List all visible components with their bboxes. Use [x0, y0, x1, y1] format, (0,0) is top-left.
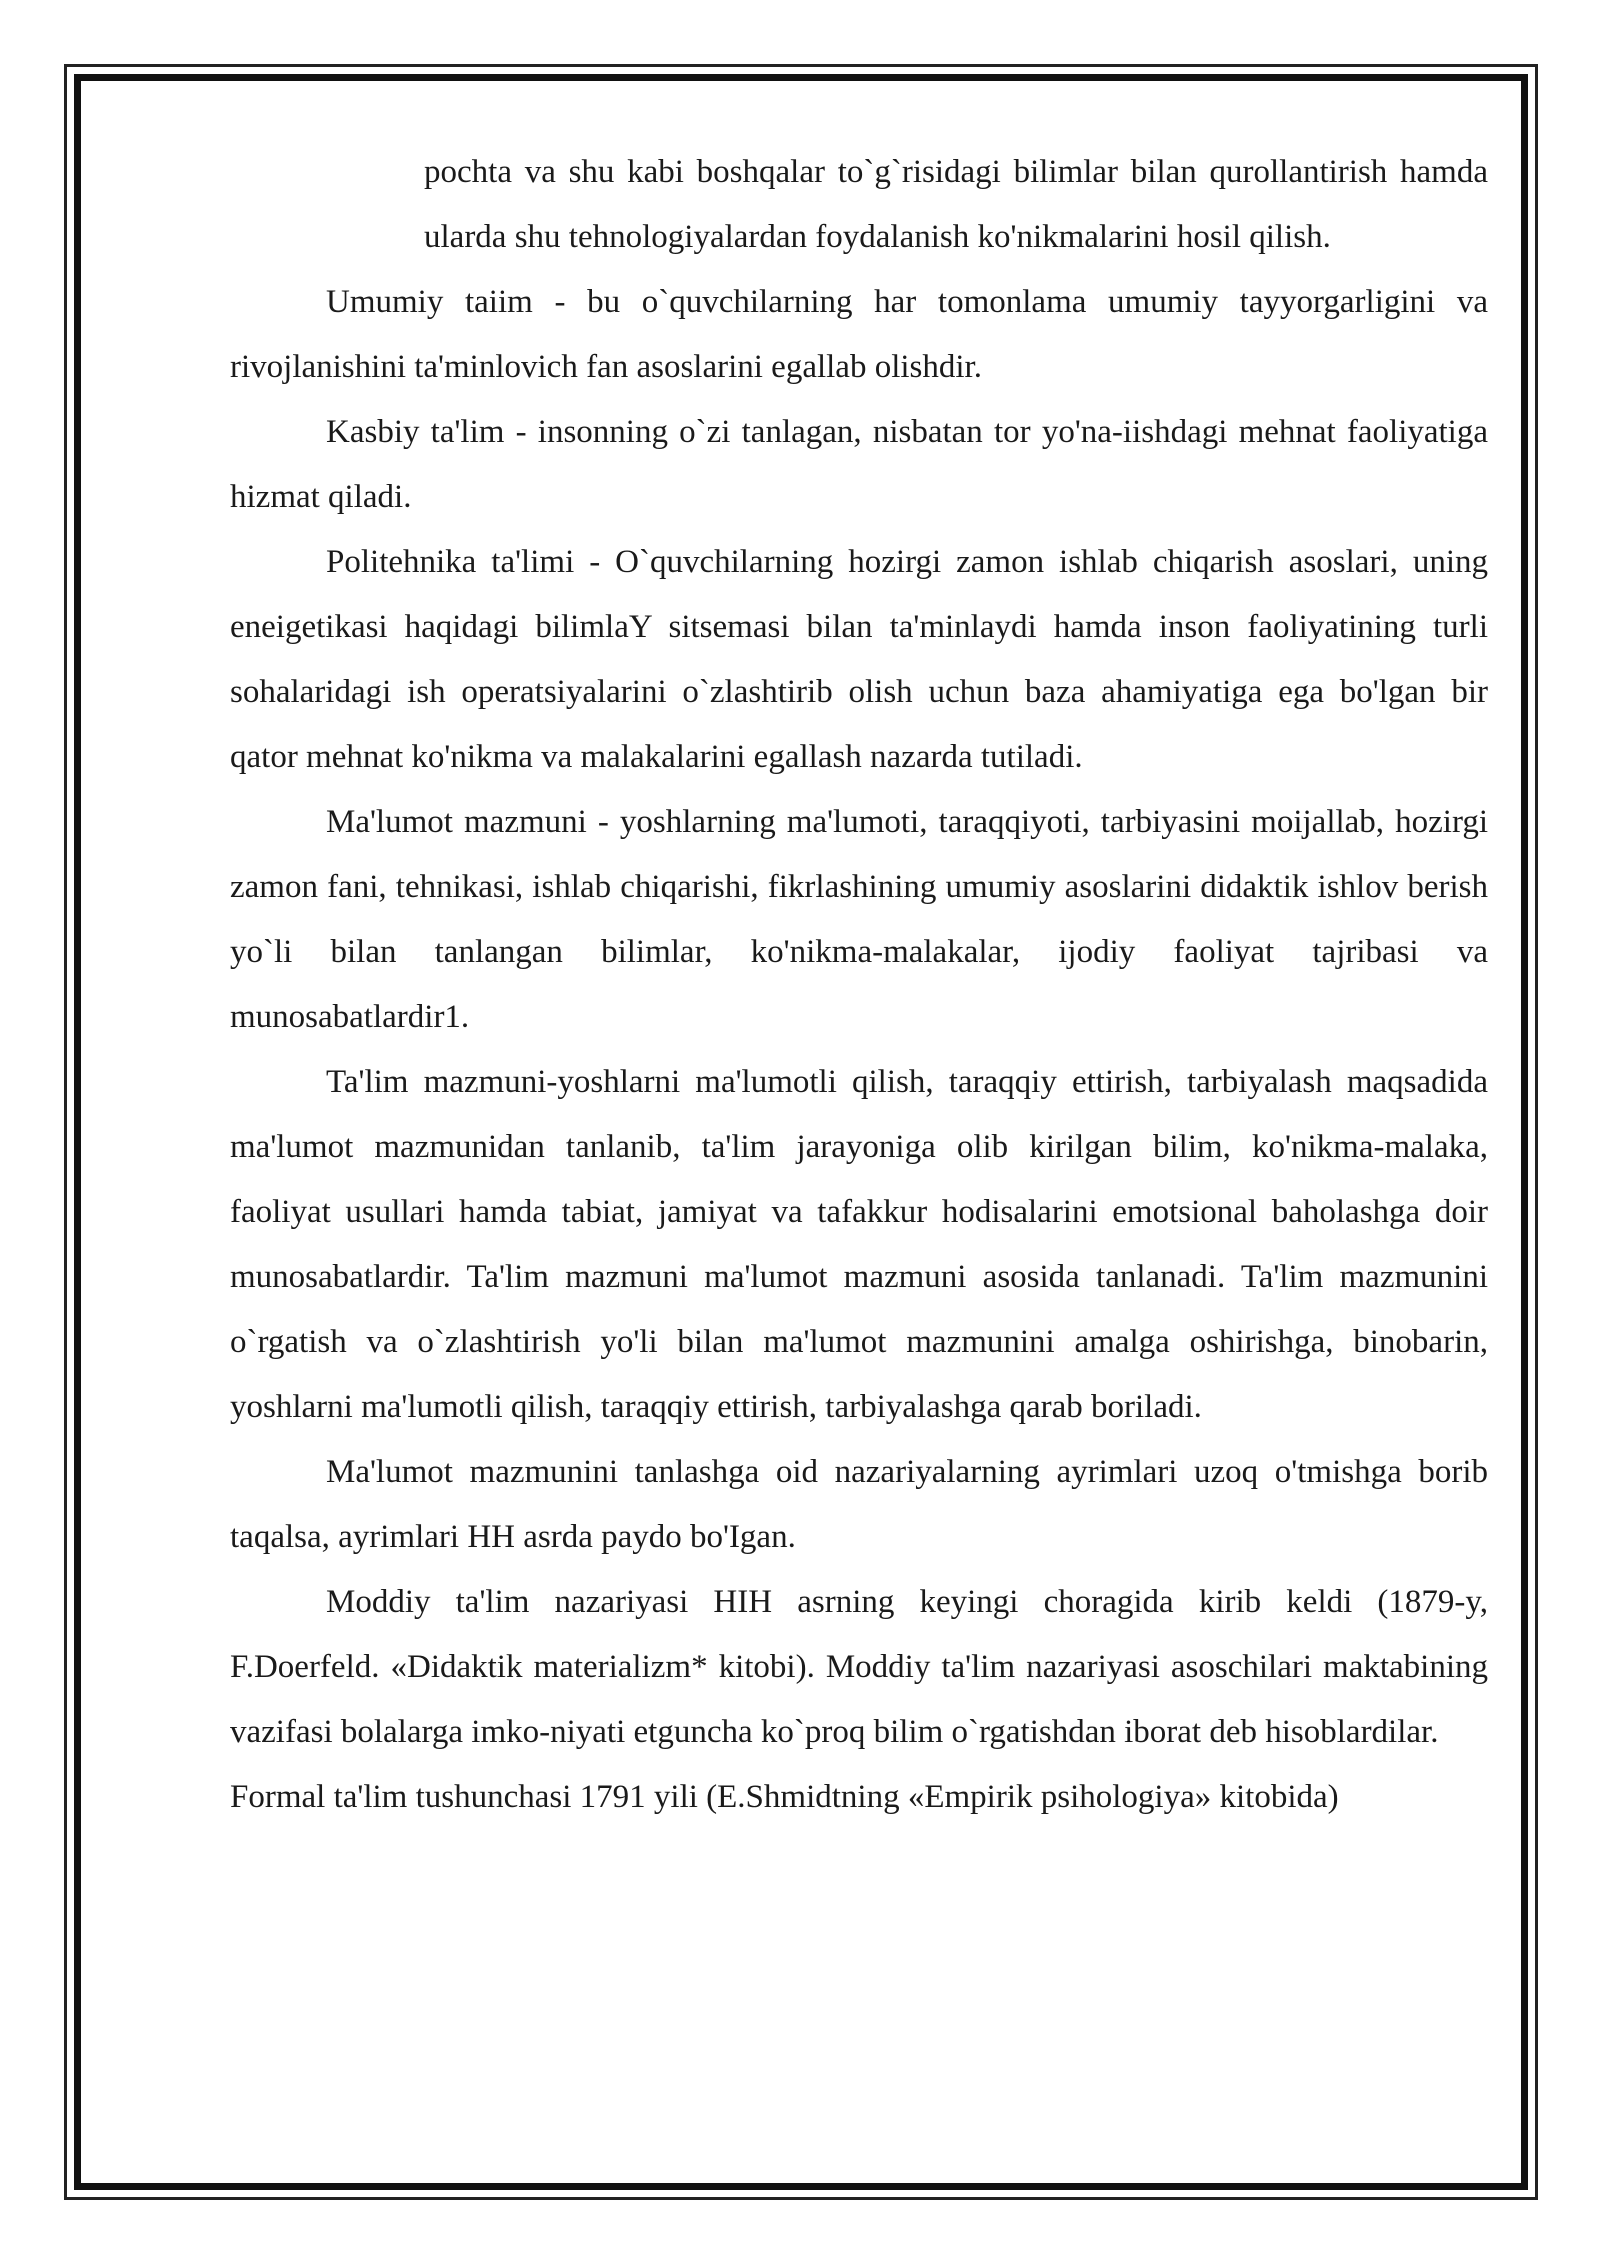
paragraph-moddiy-talim: Moddiy ta'lim nazariyasi HIH asrning keyingi choragida kirib keldi (1879-y, F.Doerfeld. «Didaktik materializm* kitobi). Moddiy ta'lim nazariyasi asoschilari maktabining vazifasi bolalarga imko-niyati etguncha ko`proq bilim o`rgatishdan iborat deb hisoblardilar. — [230, 1584, 1488, 1750]
continued-list-item: pochta va shu kabi boshqalar to`g`risidagi bilimlar bilan qurollantirish hamda ularda shu tehnologiyalardan foydalanish ko'nikmalarini hosil qilish. — [424, 154, 1488, 255]
paragraph-formal-talim: Formal ta'lim tushunchasi 1791 yili (E.Shmidtning «Empirik psihologiya» kitobida) — [230, 1779, 1339, 1815]
paragraph-politehnika-talimi: Politehnika ta'limi - O`quvchilarning hozirgi zamon ishlab chiqarish asoslari, uning eneigetikasi haqidagi bilimlaY sitsemasi bilan ta'minlaydi hamda inson faoliyatining turli sohalaridagi ish operatsiyalarini o`zlashtirib olish uchun baza ahamiyatiga ega bo'lgan bir qator mehnat ko'nikma va malakalarini egallash nazarda tutiladi. — [230, 544, 1488, 775]
paragraph-umumiy-talim: Umumiy taiim - bu o`quvchilarning har tomonlama umumiy tayyorgarligini va rivojlanishini ta'minlovich fan asoslarini egallab olishdir. — [230, 284, 1488, 385]
document-body — [230, 140, 1488, 1830]
paragraph-kasbiy-talim: Kasbiy ta'lim - insonning o`zi tanlagan, nisbatan tor yo'na-iishdagi mehnat faoliyatiga hizmat qiladi. — [230, 414, 1488, 515]
paragraph-talim-mazmuni: Ta'lim mazmuni-yoshlarni ma'lumotli qilish, taraqqiy ettirish, tarbiyalash maqsadida ma'lumot mazmunidan tanlanib, ta'lim jarayoniga olib kirilgan bilim, ko'nikma-malaka, faoliyat usullari hamda tabiat, jamiyat va tafakkur hodisalarini emotsional baholashga doir munosabatlardir. Ta'lim mazmuni ma'lumot mazmuni asosida tanlanadi. Ta'lim mazmunini o`rgatish va o`zlashtirish yo'li bilan ma'lumot mazmunini amalga oshirishga, binobarin, yoshlarni ma'lumotli qilish, taraqqiy ettirish, tarbiyalashga qarab boriladi. — [230, 1064, 1488, 1425]
paragraph-nazariyalar: Ma'lumot mazmunini tanlashga oid nazariyalarning ayrimlari uzoq o'tmishga borib taqalsa, ayrimlari HH asrda paydo bo'Igan. — [230, 1454, 1488, 1555]
paragraph-malumot-mazmuni: Ma'lumot mazmuni - yoshlarning ma'lumoti, taraqqiyoti, tarbiyasini moijallab, hozirgi zamon fani, tehnikasi, ishlab chiqarishi, fikrlashining umumiy asoslarini didaktik ishlov berish yo`li bilan tanlangan bilimlar, ko'nikma-malakalar, ijodiy faoliyat tajribasi va munosabatlardir1. — [230, 804, 1488, 1035]
